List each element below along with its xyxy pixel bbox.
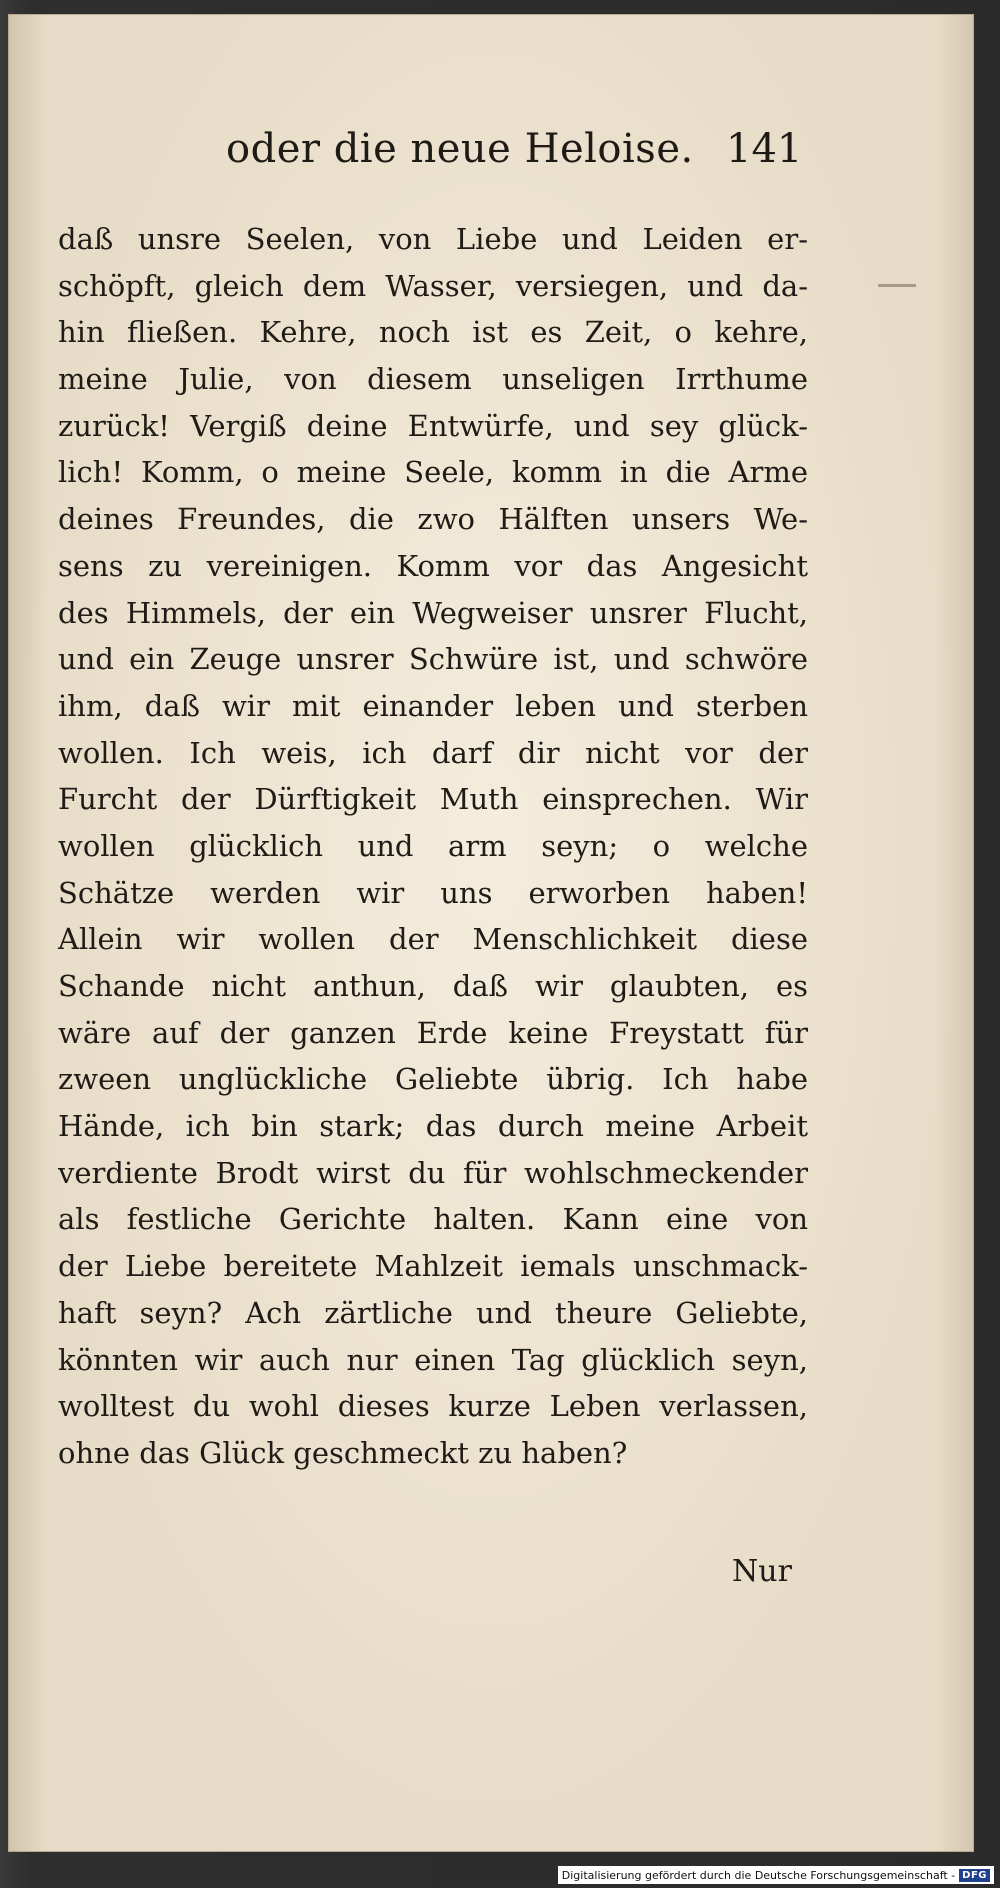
text-line: wollen. Ich weis, ich darf dir nicht vor der — [58, 735, 808, 770]
book-page — [8, 14, 974, 1852]
text-line: ihm, daß wir mit einander leben und sterben — [58, 688, 808, 723]
margin-mark — [878, 284, 916, 287]
text-line: lich! Komm, o meine Seele, komm in die Arme — [58, 455, 808, 490]
dfg-logo: DFG — [959, 1869, 990, 1882]
text-line: verdiente Brodt wirst du für wohlschmeckender — [58, 1155, 808, 1190]
text-line: hin fließen. Kehre, noch ist es Zeit, o kehre, — [58, 315, 808, 350]
text-line: wäre auf der ganzen Erde keine Freystatt für — [58, 1015, 808, 1050]
catchword: Nur — [732, 1554, 792, 1589]
text-line: Furcht der Dürftigkeit Muth einsprechen. Wir — [58, 782, 808, 817]
text-line: sens zu vereinigen. Komm vor das Angesicht — [58, 548, 808, 583]
text-line: meine Julie, von diesem unseligen Irrthume — [58, 362, 808, 397]
page-number: 141 — [726, 126, 803, 172]
running-title: oder die neue Heloise. — [226, 126, 694, 172]
text-line: der Liebe bereitete Mahlzeit iemals unschmack- — [58, 1249, 808, 1284]
text-line: des Himmels, der ein Wegweiser unsrer Flucht, — [58, 595, 808, 630]
text-line: wollen glücklich und arm seyn; o welche — [58, 828, 808, 863]
text-line: daß unsre Seelen, von Liebe und Leiden er- — [58, 222, 808, 256]
credit-text: Digitalisierung gefördert durch die Deutsche Forschungsgemeinschaft - — [561, 1868, 956, 1882]
text-line: Allein wir wollen der Menschlichkeit diese — [58, 922, 808, 957]
text-line: Hände, ich bin stark; das durch meine Arbeit — [58, 1109, 808, 1144]
text-line: zurück! Vergiß deine Entwürfe, und sey glück- — [58, 408, 808, 443]
digitization-credit — [558, 1866, 994, 1884]
page-header — [8, 124, 974, 184]
text-line: und ein Zeuge unsrer Schwüre ist, und schwöre — [58, 642, 808, 677]
body-text — [58, 216, 808, 1477]
text-line: als festliche Gerichte halten. Kann eine von — [58, 1202, 808, 1237]
text-line: schöpft, gleich dem Wasser, versiegen, und da- — [58, 268, 808, 303]
text-line: Schande nicht anthun, daß wir glaubten, es — [58, 969, 808, 1003]
text-line: zween unglückliche Geliebte übrig. Ich habe — [58, 1062, 808, 1097]
text-line: Schätze werden wir uns erworben haben! — [58, 875, 808, 910]
text-line: deines Freundes, die zwo Hälften unsers We- — [58, 502, 808, 537]
text-line: könnten wir auch nur einen Tag glücklich seyn, — [58, 1342, 808, 1377]
text-line: wolltest du wohl dieses kurze Leben verlassen, — [58, 1389, 808, 1424]
text-line: haft seyn? Ach zärtliche und theure Geliebte, — [58, 1295, 808, 1330]
text-line: ohne das Glück geschmeckt zu haben? — [58, 1435, 628, 1470]
